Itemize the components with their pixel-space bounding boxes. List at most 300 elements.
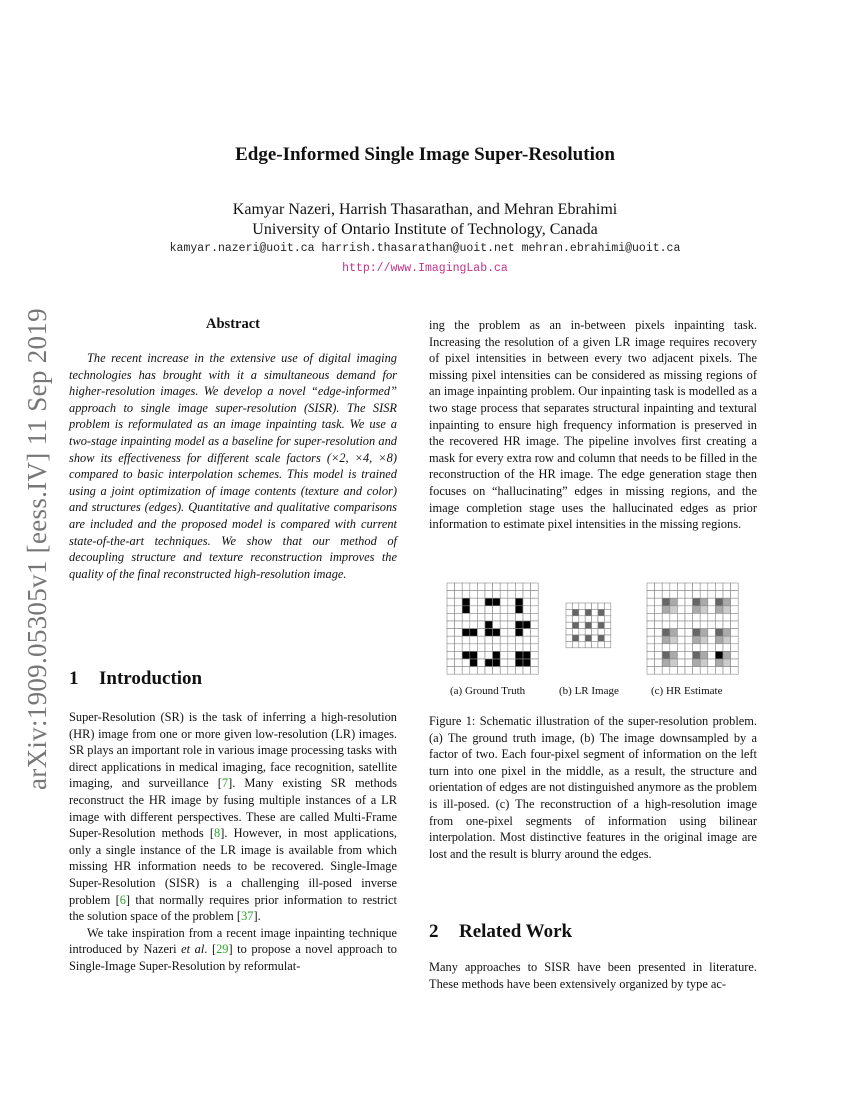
affiliation: University of Ontario Institute of Technology, Canada [252,221,598,238]
grid-pixel [585,616,591,622]
grid-pixel [566,629,572,635]
grid-pixel [685,613,693,621]
grid-pixel [685,591,693,599]
grid-pixel [477,644,485,652]
grid-pixel [585,635,591,641]
grid-pixel [515,667,523,675]
section-title: Related Work [459,921,573,942]
grid-pixel [647,667,655,675]
introduction-body [69,709,397,975]
grid-pixel [655,621,663,629]
grid-pixel [731,659,739,667]
grid-pixel [470,667,478,675]
grid-pixel [462,651,470,659]
grid-pixel [715,606,723,614]
intro-continuation: ing the problem as an in-between pixels inpainting task. Increasing the resolution of a given LR image requires recovery of pixel intensities in between every two adjacent pixels. The missing pixel intensities can be considered as missing regions of an image inpainting problem. Our inpainting task is modelled as a two stage process that separates structural inpainting and textural inpainting to ensure high frequency information is preserved in the recovered HR image. The pipeline involves first creating a mask for every extra row and column that needs to be filled in the reconstruction of the HR image. The edge generation stage then focuses on “hallucinating” edges in missing regions, and the image completion stage uses the hallucinated edges as prior information to estimate pixel intensities in the missing regions. [429,318,757,532]
grid-pixel [470,613,478,621]
grid-pixel [462,613,470,621]
grid-pixel [715,659,723,667]
grid-pixel [572,616,578,622]
grid-pixel [485,651,493,659]
grid-pixel [647,629,655,637]
grid-pixel [647,621,655,629]
grid-pixel [477,583,485,591]
grid-pixel [485,598,493,606]
grid-pixel [677,591,685,599]
grid-pixel [731,621,739,629]
grid-pixel [693,636,701,644]
grid-pixel [455,659,463,667]
grid-pixel [500,636,508,644]
grid-pixel [731,629,739,637]
grid-pixel [477,598,485,606]
grid-pixel [523,644,531,652]
grid-pixel [523,651,531,659]
grid-pixel [662,651,670,659]
grid-pixel [477,613,485,621]
grid-pixel [723,583,731,591]
grid-pixel [731,613,739,621]
grid-pixel [508,613,516,621]
grid-pixel [723,621,731,629]
grid-pixel [531,606,539,614]
grid-pixel [723,606,731,614]
grid-pixel [677,667,685,675]
grid-pixel [598,609,604,615]
grid-pixel [462,659,470,667]
grid-pixel [604,609,610,615]
grid-pixel [700,629,708,637]
grid-pixel [700,606,708,614]
figure-1-illustration [429,580,757,680]
citation-link[interactable]: 6 [119,892,126,907]
subcaption-b: (b) LR Image [559,685,619,697]
grid-pixel [708,591,716,599]
grid-pixel [531,598,539,606]
citation-link[interactable]: 7 [221,776,229,791]
grid-pixel [677,644,685,652]
grid-pixel [485,636,493,644]
grid-pixel [670,613,678,621]
grid-pixel [470,598,478,606]
grid-pixel [493,651,501,659]
grid-pixel [693,621,701,629]
grid-pixel [685,651,693,659]
grid-pixel [579,603,585,609]
grid-pixel [477,659,485,667]
grid-pixel [493,636,501,644]
grid-pixel [662,629,670,637]
grid-pixel [572,635,578,641]
grid-pixel [470,583,478,591]
grid-pixel [670,644,678,652]
grid-pixel [500,606,508,614]
grid-pixel [677,606,685,614]
grid-pixel [455,606,463,614]
grid-pixel [500,591,508,599]
grid-pixel [485,644,493,652]
grid-pixel [523,667,531,675]
grid-pixel [523,629,531,637]
grid-pixel [500,659,508,667]
grid-pixel [455,651,463,659]
grid-pixel [708,629,716,637]
grid-pixel [655,644,663,652]
grid-pixel [655,651,663,659]
grid-pixel [500,583,508,591]
grid-pixel [455,591,463,599]
grid-pixel [470,644,478,652]
grid-pixel [677,583,685,591]
grid-pixel [455,629,463,637]
grid-pixel [604,641,610,647]
grid-pixel [708,667,716,675]
grid-pixel [693,629,701,637]
grid-pixel [447,606,455,614]
grid-pixel [677,613,685,621]
grid-pixel [647,613,655,621]
grid-pixel [693,606,701,614]
grid-pixel [685,659,693,667]
grid-pixel [523,621,531,629]
grid-pixel [670,659,678,667]
grid-pixel [462,667,470,675]
grid-pixel [470,636,478,644]
grid-pixel [647,644,655,652]
grid-pixel [592,641,598,647]
grid-pixel [455,644,463,652]
grid-pixel [715,598,723,606]
grid-pixel [677,629,685,637]
citation-link[interactable]: 29 [216,942,229,957]
grid-pixel [566,622,572,628]
grid-pixel [700,636,708,644]
grid-pixel [723,591,731,599]
grid-pixel [662,659,670,667]
grid-pixel [485,591,493,599]
grid-pixel [515,621,523,629]
grid-pixel [579,635,585,641]
grid-pixel [493,659,501,667]
grid-pixel [531,644,539,652]
grid-pixel [685,606,693,614]
grid-pixel [447,659,455,667]
grid-pixel [455,667,463,675]
grid-pixel [531,591,539,599]
grid-pixel [670,651,678,659]
grid-pixel [655,613,663,621]
grid-pixel [508,598,516,606]
grid-pixel [579,622,585,628]
grid-pixel [715,636,723,644]
abstract-body [69,350,397,582]
grid-pixel [500,629,508,637]
grid-pixel [470,606,478,614]
grid-pixel [515,613,523,621]
grid-pixel [647,651,655,659]
lr-image-grid [566,603,611,648]
hr-estimate-grid [647,583,738,674]
grid-pixel [708,621,716,629]
ground-truth-grid [447,583,538,674]
grid-pixel [604,635,610,641]
grid-pixel [470,591,478,599]
grid-pixel [693,591,701,599]
grid-pixel [566,609,572,615]
section-number: 2 [429,921,439,942]
grid-pixel [677,636,685,644]
grid-pixel [585,629,591,635]
grid-pixel [579,629,585,635]
grid-pixel [477,621,485,629]
grid-pixel [531,621,539,629]
grid-pixel [708,651,716,659]
grid-pixel [500,651,508,659]
grid-pixel [447,667,455,675]
grid-pixel [723,629,731,637]
grid-pixel [655,598,663,606]
grid-pixel [685,621,693,629]
grid-pixel [531,651,539,659]
grid-pixel [647,591,655,599]
grid-pixel [655,629,663,637]
grid-pixel [531,613,539,621]
grid-pixel [523,636,531,644]
grid-pixel [447,591,455,599]
grid-pixel [508,583,516,591]
grid-pixel [579,616,585,622]
grid-pixel [700,651,708,659]
citation-link[interactable]: 8 [214,826,221,841]
grid-pixel [647,606,655,614]
grid-pixel [662,644,670,652]
grid-pixel [592,609,598,615]
grid-pixel [508,636,516,644]
right-column-text [429,317,757,533]
grid-pixel [515,591,523,599]
grid-pixel [715,591,723,599]
grid-pixel [670,606,678,614]
grid-pixel [485,606,493,614]
grid-pixel [515,659,523,667]
grid-pixel [508,644,516,652]
author-emails: kamyar.nazeri@uoit.ca harrish.thasarathan@uoit.net mehran.ebrahimi@uoit.ca [169,242,681,255]
abstract-text: The recent increase in the extensive use of digital imaging technologies has brought with it a simultaneous demand for higher-resolution images. We develop a novel “edge-informed” approach to single image super-resolution (SISR). The SISR problem is reformulated as an image inpainting task. We use a two-stage inpainting model as a baseline for super-resolution and show its effectiveness for different scale factors (×2, ×4, ×8) compared to basic interpolation schemes. This model is trained using a joint optimization of image contents (texture and color) and structures (edges). Quantitative and qualitative comparisons are included and the proposed model is compared with current state-of-the-art techniques. We show that our method of decoupling structure and texture reconstruction improves the quality of the final reconstructed high-resolution image. [69,351,397,581]
grid-pixel [572,629,578,635]
grid-pixel [731,583,739,591]
grid-pixel [592,616,598,622]
grid-pixel [677,651,685,659]
grid-pixel [447,583,455,591]
grid-pixel [485,629,493,637]
grid-pixel [447,613,455,621]
grid-pixel [477,651,485,659]
grid-pixel [708,598,716,606]
grid-pixel [493,598,501,606]
grid-pixel [662,613,670,621]
grid-pixel [572,622,578,628]
grid-pixel [708,659,716,667]
intro-paragraph-2: We take inspiration from a recent image inpainting technique introduced by Nazeri et al. [29] to propose a novel approach to Single-Image Super-Resolution by reformulat- [69,925,397,973]
grid-pixel [447,621,455,629]
grid-pixel [598,622,604,628]
grid-pixel [598,635,604,641]
grid-pixel [598,629,604,635]
grid-pixel [523,583,531,591]
grid-pixel [508,651,516,659]
grid-pixel [670,667,678,675]
intro-paragraph-1: Super-Resolution (SR) is the task of inferring a high-resolution (HR) image from one or more given low-resolution (LR) images. SR plays an important role in various image processing tasks with direct applications in medical imaging, face recognition, satellite imaging, and surveillance [7]. Many existing SR methods reconstruct the HR image by fusing multiple instances of a LR image with different perspectives. These are called Multi-Frame Super-Resolution methods [8]. However, in most applications, only a single instance of the LR image is available from which missing HR information needs to be recovered. Single-Image Super-Resolution (SISR) is a challenging ill-posed inverse problem [6] that normally requires prior information to restrict the solution space of the problem [37]. [69,710,397,924]
grid-pixel [493,667,501,675]
grid-pixel [670,583,678,591]
grid-pixel [685,583,693,591]
grid-pixel [585,609,591,615]
figure-1 [429,580,757,700]
grid-pixel [455,636,463,644]
grid-pixel [477,629,485,637]
grid-pixel [579,641,585,647]
lab-url-link[interactable]: http://www.ImagingLab.ca [342,262,508,275]
abstract-heading: Abstract [206,316,260,332]
grid-pixel [693,583,701,591]
grid-pixel [708,606,716,614]
grid-pixel [604,616,610,622]
grid-pixel [723,651,731,659]
grid-pixel [477,606,485,614]
citation-link[interactable]: 37 [241,909,254,924]
grid-pixel [693,598,701,606]
grid-pixel [500,667,508,675]
grid-pixel [500,621,508,629]
grid-pixel [470,659,478,667]
grid-pixel [708,644,716,652]
grid-pixel [598,616,604,622]
grid-pixel [470,621,478,629]
subcaption-c: (c) HR Estimate [651,685,723,697]
grid-pixel [566,641,572,647]
grid-pixel [685,629,693,637]
grid-pixel [693,659,701,667]
grid-pixel [662,621,670,629]
grid-pixel [731,651,739,659]
grid-pixel [723,644,731,652]
grid-pixel [531,583,539,591]
grid-pixel [508,667,516,675]
grid-pixel [662,583,670,591]
grid-pixel [655,659,663,667]
grid-pixel [693,613,701,621]
author-names: Kamyar Nazeri, Harrish Thasarathan, and Mehran Ebrahimi [232,201,618,218]
grid-pixel [708,613,716,621]
grid-pixel [500,644,508,652]
grid-pixel [592,622,598,628]
grid-pixel [715,583,723,591]
grid-pixel [700,659,708,667]
grid-pixel [447,636,455,644]
grid-pixel [477,636,485,644]
grid-pixel [604,629,610,635]
grid-pixel [447,651,455,659]
grid-pixel [462,583,470,591]
grid-pixel [647,583,655,591]
grid-pixel [523,659,531,667]
grid-pixel [723,613,731,621]
grid-pixel [493,629,501,637]
grid-pixel [693,651,701,659]
grid-pixel [531,659,539,667]
grid-pixel [462,636,470,644]
grid-pixel [585,641,591,647]
grid-pixel [462,591,470,599]
grid-pixel [572,641,578,647]
arxiv-sidebar-stamp: arXiv:1909.05305v1 [eess.IV] 11 Sep 2019 [22,308,52,790]
grid-pixel [500,613,508,621]
grid-pixel [508,629,516,637]
grid-pixel [700,644,708,652]
grid-pixel [662,591,670,599]
grid-pixel [685,598,693,606]
grid-pixel [485,583,493,591]
grid-pixel [477,667,485,675]
grid-pixel [447,644,455,652]
grid-pixel [677,621,685,629]
grid-pixel [515,651,523,659]
grid-pixel [493,621,501,629]
grid-pixel [455,613,463,621]
grid-pixel [531,629,539,637]
grid-pixel [723,659,731,667]
grid-pixel [515,644,523,652]
grid-pixel [585,622,591,628]
subcaption-a: (a) Ground Truth [450,685,526,697]
grid-pixel [462,606,470,614]
grid-pixel [693,667,701,675]
grid-pixel [693,644,701,652]
grid-pixel [462,621,470,629]
grid-pixel [515,629,523,637]
grid-pixel [670,598,678,606]
grid-pixel [508,659,516,667]
grid-pixel [708,583,716,591]
grid-pixel [470,651,478,659]
grid-pixel [523,598,531,606]
grid-pixel [485,613,493,621]
grid-pixel [685,644,693,652]
figure-1-caption: Figure 1: Schematic illustration of the super-resolution problem. (a) The ground truth image, (b) The image downsampled by a factor of two. Each four-pixel segment of information on the left turn into one pixel in the middle, as a result, the structure and orientation of edges are not distinguished anymore as the problem is ill-posed. (c) The reconstruction of a high-resolution image from one-pixel segments of information using bilinear interpolation. Most distinctive features in the original image are lost and the result is blurry around the edges. [429,714,757,861]
grid-pixel [731,636,739,644]
grid-pixel [685,667,693,675]
grid-pixel [493,613,501,621]
grid-pixel [462,644,470,652]
grid-pixel [647,659,655,667]
grid-pixel [477,591,485,599]
grid-pixel [662,606,670,614]
grid-pixel [715,644,723,652]
grid-pixel [531,667,539,675]
grid-pixel [592,603,598,609]
grid-pixel [604,622,610,628]
grid-pixel [572,609,578,615]
grid-pixel [455,583,463,591]
grid-pixel [715,651,723,659]
grid-pixel [485,621,493,629]
grid-pixel [700,613,708,621]
grid-pixel [670,629,678,637]
grid-pixel [462,629,470,637]
grid-pixel [447,598,455,606]
grid-pixel [647,636,655,644]
grid-pixel [723,636,731,644]
